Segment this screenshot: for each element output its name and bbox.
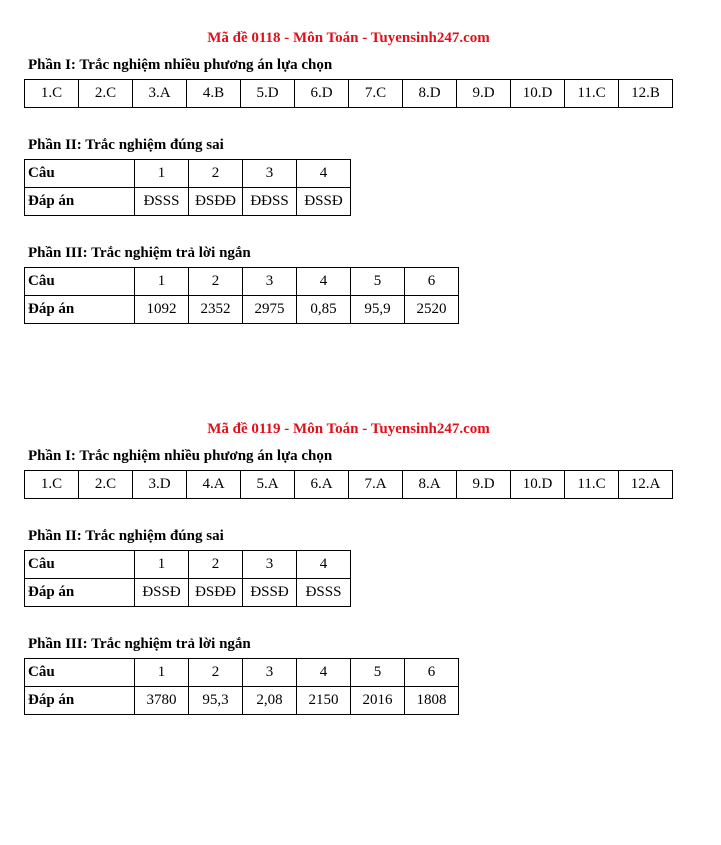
answer-cell: 2,08 — [243, 687, 297, 715]
answer-cell: 7.A — [349, 471, 403, 499]
question-cell: 4 — [297, 551, 351, 579]
answer-cell: 3780 — [135, 687, 189, 715]
question-cell: 2 — [189, 659, 243, 687]
question-cell: 2 — [189, 160, 243, 188]
answer-cell: ĐSSĐ — [297, 188, 351, 216]
answer-cell: 6.D — [295, 80, 349, 108]
table-row — [25, 188, 351, 216]
answer-cell: 2975 — [243, 296, 297, 324]
row-label: Câu — [25, 551, 135, 579]
question-cell: 4 — [297, 160, 351, 188]
question-cell: 5 — [351, 659, 405, 687]
question-cell: 3 — [243, 160, 297, 188]
question-cell: 1 — [135, 551, 189, 579]
answer-cell: 2.C — [79, 471, 133, 499]
part3-heading: Phần III: Trắc nghiệm trả lời ngắn — [28, 636, 251, 652]
answer-cell: ĐSSĐ — [243, 579, 297, 607]
part2-answer-table — [24, 550, 351, 607]
question-cell: 1 — [135, 659, 189, 687]
question-cell: 1 — [135, 268, 189, 296]
question-cell: 4 — [297, 659, 351, 687]
answer-cell: 95,3 — [189, 687, 243, 715]
answer-cell: 9.D — [457, 80, 511, 108]
table-row — [25, 551, 351, 579]
question-cell: 5 — [351, 268, 405, 296]
answer-cell: 10.D — [511, 80, 565, 108]
answer-cell: 12.B — [619, 80, 673, 108]
answer-cell: 3.D — [133, 471, 187, 499]
answer-cell: ĐSSS — [135, 188, 189, 216]
table-row — [25, 80, 673, 108]
row-label: Đáp án — [25, 188, 135, 216]
answer-cell: 1808 — [405, 687, 459, 715]
answer-cell: ĐSSS — [297, 579, 351, 607]
part1-answer-table — [24, 470, 673, 499]
row-label: Đáp án — [25, 296, 135, 324]
question-cell: 3 — [243, 551, 297, 579]
part1-answer-table — [24, 79, 673, 108]
question-cell: 3 — [243, 659, 297, 687]
answer-cell: ĐSSĐ — [135, 579, 189, 607]
answer-cell: 8.D — [403, 80, 457, 108]
exam-title: Mã đề 0119 - Môn Toán - Tuyensinh247.com — [207, 421, 490, 437]
answer-cell: ĐĐSS — [243, 188, 297, 216]
answer-cell: 6.A — [295, 471, 349, 499]
table-row — [25, 160, 351, 188]
answer-cell: 5.D — [241, 80, 295, 108]
table-row — [25, 471, 673, 499]
row-label: Câu — [25, 160, 135, 188]
answer-cell: 5.A — [241, 471, 295, 499]
question-cell: 2 — [189, 551, 243, 579]
part2-heading: Phần II: Trắc nghiệm đúng sai — [28, 137, 224, 153]
question-cell: 6 — [405, 268, 459, 296]
answer-cell: 12.A — [619, 471, 673, 499]
part3-heading: Phần III: Trắc nghiệm trả lời ngắn — [28, 245, 251, 261]
part1-heading: Phần I: Trắc nghiệm nhiều phương án lựa chọn — [28, 448, 333, 464]
part2-answer-table — [24, 159, 351, 216]
part1-heading: Phần I: Trắc nghiệm nhiều phương án lựa chọn — [28, 57, 333, 73]
answer-cell: ĐSĐĐ — [189, 579, 243, 607]
answer-cell: 11.C — [565, 80, 619, 108]
answer-cell: 0,85 — [297, 296, 351, 324]
question-cell: 6 — [405, 659, 459, 687]
row-label: Đáp án — [25, 579, 135, 607]
answer-cell: 95,9 — [351, 296, 405, 324]
table-row — [25, 659, 459, 687]
answer-cell: 1.C — [25, 471, 79, 499]
answer-cell: 2520 — [405, 296, 459, 324]
row-label: Câu — [25, 659, 135, 687]
row-label: Câu — [25, 268, 135, 296]
part3-answer-table — [24, 658, 459, 715]
exam-title: Mã đề 0118 - Môn Toán - Tuyensinh247.com — [207, 30, 490, 46]
table-row — [25, 296, 459, 324]
row-label: Đáp án — [25, 687, 135, 715]
question-cell: 4 — [297, 268, 351, 296]
answer-cell: 2150 — [297, 687, 351, 715]
answer-cell: 1.C — [25, 80, 79, 108]
table-row — [25, 268, 459, 296]
table-row — [25, 579, 351, 607]
answer-cell: 2352 — [189, 296, 243, 324]
question-cell: 1 — [135, 160, 189, 188]
answer-cell: 2.C — [79, 80, 133, 108]
answer-cell: 10.D — [511, 471, 565, 499]
answer-cell: 3.A — [133, 80, 187, 108]
question-cell: 3 — [243, 268, 297, 296]
part3-answer-table — [24, 267, 459, 324]
answer-cell: 4.A — [187, 471, 241, 499]
part2-heading: Phần II: Trắc nghiệm đúng sai — [28, 528, 224, 544]
answer-cell: 2016 — [351, 687, 405, 715]
answer-cell: ĐSĐĐ — [189, 188, 243, 216]
question-cell: 2 — [189, 268, 243, 296]
answer-cell: 4.B — [187, 80, 241, 108]
answer-cell: 9.D — [457, 471, 511, 499]
answer-cell: 1092 — [135, 296, 189, 324]
answer-cell: 7.C — [349, 80, 403, 108]
table-row — [25, 687, 459, 715]
answer-cell: 11.C — [565, 471, 619, 499]
answer-cell: 8.A — [403, 471, 457, 499]
